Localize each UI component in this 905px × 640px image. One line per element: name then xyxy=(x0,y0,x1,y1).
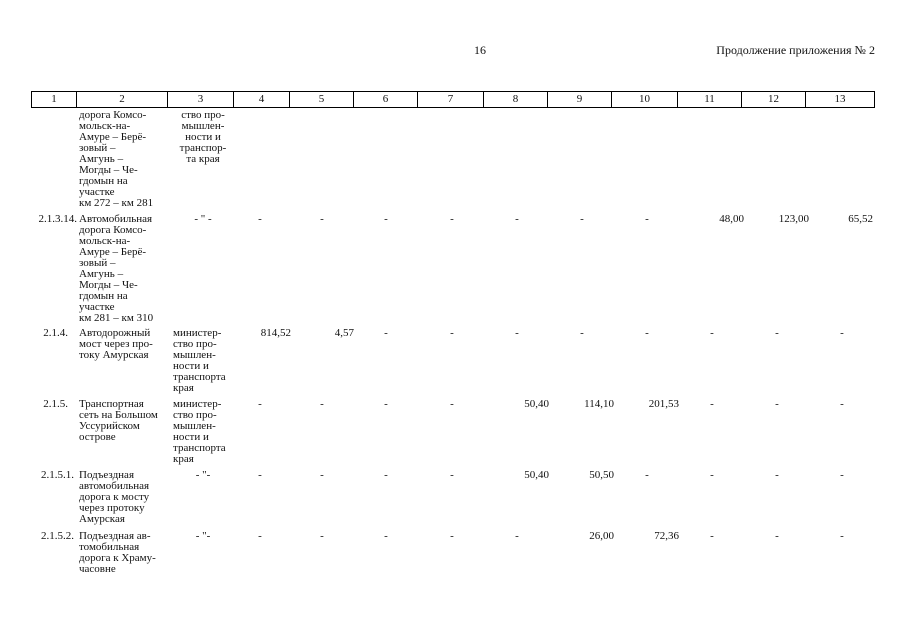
value-cell: - xyxy=(840,327,844,339)
responsible-org: - "- xyxy=(195,530,211,542)
header-cell: 5 xyxy=(290,92,354,108)
object-name: Подъездная автомобильная дорога к мосту через протоку Амурская xyxy=(79,469,150,525)
value-cell: - xyxy=(384,469,388,481)
header-cell: 3 xyxy=(168,92,234,108)
value-cell: - xyxy=(450,469,454,481)
row-code: 2.1.3.14. xyxy=(38,213,77,225)
header-cell: 4 xyxy=(234,92,290,108)
header-cell: 2 xyxy=(77,92,168,108)
value-cell: - xyxy=(384,213,388,225)
value-cell: - xyxy=(450,213,454,225)
value-cell: 50,50 xyxy=(589,469,614,481)
object-name: Подъездная ав- томобильная дорога к Храму- часовне xyxy=(79,530,156,575)
value-cell: - xyxy=(515,327,519,339)
value-cell: 48,00 xyxy=(719,213,744,225)
value-cell: - xyxy=(384,398,388,410)
value-cell: - xyxy=(258,398,262,410)
value-cell: - xyxy=(840,530,844,542)
value-cell: 201,53 xyxy=(648,398,679,410)
header-cell: 8 xyxy=(484,92,548,108)
value-cell: 50,40 xyxy=(524,469,549,481)
value-cell: - xyxy=(258,530,262,542)
object-name: Автодорожный мост через про- току Амурская xyxy=(79,327,153,361)
value-cell: - xyxy=(320,530,324,542)
value-cell: 26,00 xyxy=(589,530,614,542)
responsible-org: министер- ство про- мышлен- ности и транспорта края xyxy=(173,327,226,394)
value-cell: - xyxy=(645,213,649,225)
responsible-org: - " - xyxy=(194,213,212,225)
value-cell: - xyxy=(450,327,454,339)
object-name: Транспортная сеть на Большом Уссурийском острове xyxy=(79,398,158,443)
value-cell: 123,00 xyxy=(778,213,809,225)
value-cell: - xyxy=(710,530,714,542)
value-cell: - xyxy=(775,398,779,410)
value-cell: - xyxy=(580,213,584,225)
value-cell: - xyxy=(515,213,519,225)
row-code: 2.1.4. xyxy=(43,327,68,339)
responsible-org: ство про- мышлен- ности и транспор- та края xyxy=(179,109,227,165)
value-cell: - xyxy=(710,398,714,410)
value-cell: 814,52 xyxy=(260,327,291,339)
value-cell: - xyxy=(645,327,649,339)
object-name: Автомобильная дорога Комсо- мольск-на- Амуре – Берё- зовый – Амгунь – Могды – Че- гдомын на участке км 281 – км 310 xyxy=(79,213,154,324)
value-cell: 72,36 xyxy=(654,530,679,542)
object-name: дорога Комсо- мольск-на- Амуре – Берё- зовый – Амгунь – Могды – Че- гдомын на участке км 272 – км 281 xyxy=(79,109,154,209)
header-cell: 7 xyxy=(418,92,484,108)
continuation-label: Продолжение приложения № 2 xyxy=(716,43,875,57)
row-code: 2.1.5.1. xyxy=(41,469,74,481)
value-cell: - xyxy=(515,530,519,542)
responsible-org: министер- ство про- мышлен- ности и транспорта края xyxy=(173,398,226,465)
header-cell: 12 xyxy=(742,92,806,108)
value-cell: - xyxy=(840,469,844,481)
value-cell: - xyxy=(580,327,584,339)
header-cell: 10 xyxy=(612,92,678,108)
value-cell: - xyxy=(450,530,454,542)
header-row xyxy=(32,92,875,108)
header-cell: 6 xyxy=(354,92,418,108)
value-cell: - xyxy=(320,398,324,410)
value-cell: - xyxy=(710,469,714,481)
value-cell: - xyxy=(840,398,844,410)
value-cell: - xyxy=(384,327,388,339)
header-cell: 13 xyxy=(806,92,875,108)
header-cell: 11 xyxy=(678,92,742,108)
row-code: 2.1.5. xyxy=(43,398,68,410)
value-cell: - xyxy=(775,530,779,542)
value-cell: 50,40 xyxy=(524,398,549,410)
value-cell: - xyxy=(645,469,649,481)
value-cell: - xyxy=(710,327,714,339)
row-code: 2.1.5.2. xyxy=(41,530,74,542)
value-cell: - xyxy=(320,469,324,481)
value-cell: 4,57 xyxy=(334,327,354,339)
value-cell: - xyxy=(450,398,454,410)
value-cell: - xyxy=(775,469,779,481)
value-cell: 114,10 xyxy=(584,398,614,410)
value-cell: - xyxy=(320,213,324,225)
header-cell: 1 xyxy=(32,92,77,108)
header-table xyxy=(31,91,875,108)
value-cell: 65,52 xyxy=(848,213,873,225)
header-cell: 9 xyxy=(548,92,612,108)
value-cell: - xyxy=(258,213,262,225)
page-number: 16 xyxy=(474,43,486,57)
responsible-org: - "- xyxy=(195,469,211,481)
value-cell: - xyxy=(384,530,388,542)
value-cell: - xyxy=(775,327,779,339)
value-cell: - xyxy=(258,469,262,481)
